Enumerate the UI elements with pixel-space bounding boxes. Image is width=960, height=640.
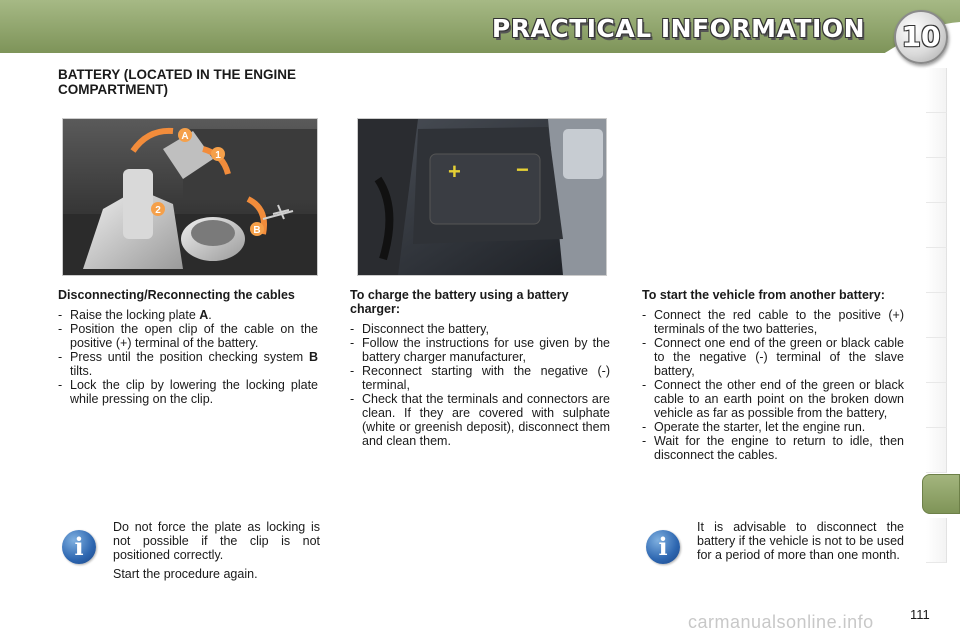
- label-2: 2: [155, 205, 161, 216]
- chapter-tab[interactable]: [926, 518, 947, 563]
- list-item: - Lock the clip by lowering the locking plate while pressing on the clip.: [58, 378, 318, 406]
- chapter-tab[interactable]: [926, 158, 947, 203]
- header-band: [0, 0, 960, 64]
- battery-clip-photo: [62, 118, 318, 276]
- list-item: - Reconnect starting with the negative (-) terminal,: [350, 364, 610, 392]
- list-item: - Position the open clip of the cable on the positive (+) terminal of the battery.: [58, 322, 318, 350]
- chapter-tab[interactable]: [926, 428, 947, 473]
- chapter-tabs-sidebar: [926, 68, 948, 573]
- chapter-tab[interactable]: [926, 383, 947, 428]
- chapter-tab[interactable]: [926, 248, 947, 293]
- label-b: B: [253, 225, 261, 236]
- negative-terminal-label: −: [516, 157, 529, 182]
- column-heading: To charge the battery using a battery charger:: [350, 288, 569, 316]
- info-paragraph: It is advisable to disconnect the battery if the vehicle is not to be used for a period of more than one month.: [697, 520, 904, 562]
- page-header-title: PRACTICAL INFORMATION: [491, 14, 865, 43]
- chapter-tab[interactable]: [926, 293, 947, 338]
- watermark-text: carmanualsonline.info: [688, 612, 874, 632]
- label-a: A: [181, 131, 189, 142]
- column-charging: [350, 288, 610, 448]
- list-item: - Disconnect the battery,: [350, 322, 610, 336]
- label-1: 1: [215, 150, 221, 161]
- engine-compartment-photo: [357, 118, 607, 276]
- info-paragraph: Do not force the plate as locking is not possible if the clip is not positioned correctly.: [113, 520, 320, 562]
- column-jump-start: [642, 288, 904, 462]
- info-icon: i: [646, 530, 680, 564]
- list-item: - Raise the locking plate A.: [58, 308, 318, 322]
- list-item: - Press until the position checking system B tilts.: [58, 350, 318, 378]
- info-paragraph: Start the procedure again.: [113, 567, 258, 581]
- chapter-tab[interactable]: [926, 203, 947, 248]
- chapter-number-badge: 10: [894, 10, 948, 64]
- chapter-tab[interactable]: [926, 68, 947, 113]
- positive-terminal-label: +: [448, 159, 461, 184]
- page-number: 111: [910, 607, 930, 622]
- info-box-clip-warning: [62, 520, 320, 586]
- list-item: - Operate the starter, let the engine run.: [642, 420, 904, 434]
- info-icon: i: [62, 530, 96, 564]
- list-item: - Wait for the engine to return to idle, then disconnect the cables.: [642, 434, 904, 462]
- list-item: - Connect the other end of the green or black cable to an earth point on the broken down vehicle as far as possible from the battery,: [642, 378, 904, 420]
- section-title: BATTERY (LOCATED IN THE ENGINE COMPARTMENT): [58, 67, 297, 97]
- chapter-tab[interactable]: [926, 338, 947, 383]
- chapter-tab[interactable]: [926, 113, 947, 158]
- list-item: - Connect one end of the green or black cable to the negative (-) terminal of the slave battery,: [642, 336, 904, 378]
- column-disconnecting: [58, 288, 318, 406]
- list-item: - Connect the red cable to the positive (+) terminals of the two batteries,: [642, 308, 904, 336]
- list-item: - Check that the terminals and connectors are clean. If they are covered with sulphate (white or greenish deposit), disconnect them and clean them.: [350, 392, 610, 448]
- column-heading: To start the vehicle from another battery:: [642, 288, 885, 302]
- chapter-tab-active[interactable]: [922, 474, 960, 514]
- info-box-storage-advice: [646, 520, 904, 567]
- column-heading: Disconnecting/Reconnecting the cables: [58, 288, 295, 302]
- list-item: - Follow the instructions for use given by the battery charger manufacturer,: [350, 336, 610, 364]
